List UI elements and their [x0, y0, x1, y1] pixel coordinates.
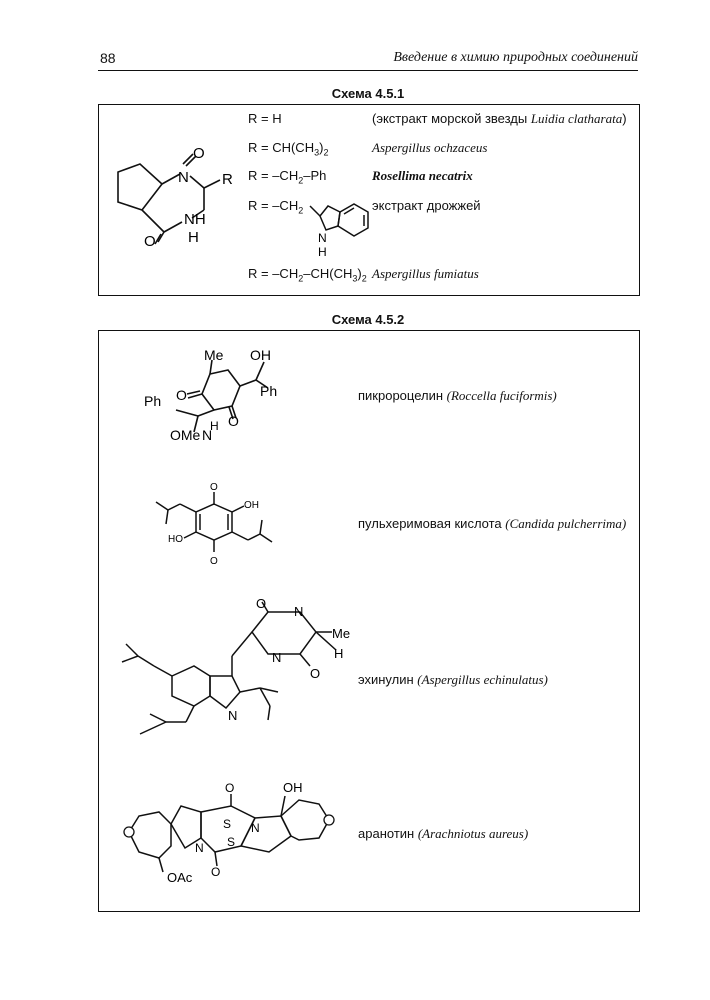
label-o-aranotin-top: O [225, 781, 235, 795]
header-rule [98, 70, 638, 71]
source-5: Aspergillus fumiatus [372, 266, 479, 281]
r-label-2: $R = CH(CH_3)_2$ [248, 140, 329, 158]
label-me-2: Me [332, 626, 351, 641]
label-oac: OAc [167, 870, 193, 885]
carbonyl-o-bottom: O [144, 233, 156, 250]
label-n: N [202, 427, 213, 443]
page-number: 88 [100, 50, 116, 66]
indole-n: N [318, 231, 327, 245]
echinulin-structure [110, 596, 360, 746]
r-group: R [222, 171, 233, 188]
label-me: Me [204, 347, 224, 363]
source-4: экстракт дрожжей [372, 198, 481, 213]
label-h-2: H [334, 646, 344, 661]
label-nh: N [228, 708, 238, 723]
label-oh: OH [250, 347, 271, 363]
carbonyl-o-top: O [193, 145, 205, 162]
label-s-2: S [227, 835, 236, 849]
compound-3: эхинулин (Aspergillus echinulatus) [358, 672, 548, 687]
label-o-left: O [176, 387, 187, 403]
aranotin-structure [115, 776, 335, 886]
label-s-1: S [223, 817, 232, 831]
label-ph-left: Ph [144, 393, 162, 409]
label-ph-right: Ph [260, 383, 278, 399]
picroroccellin-structure [140, 340, 300, 450]
ring-n: N [178, 169, 189, 186]
label-o-bottom: O [210, 556, 218, 567]
pulcherriminic-acid-structure [150, 480, 290, 570]
source-3: Rosellima necatrix [372, 168, 473, 183]
r-label-4: $R = -CH_2$ [248, 198, 304, 216]
label-n-2: N [272, 650, 282, 665]
compound-1: пикророцелин (Roccella fuciformis) [358, 388, 557, 403]
label-o-1: O [256, 596, 267, 611]
label-ome: OMe [170, 427, 201, 443]
source-1: (экстракт морской звезды Luidia clatharata) [372, 111, 627, 126]
ring-nh: NH [184, 211, 206, 228]
label-n-left: N [195, 841, 204, 855]
label-o-2: O [310, 666, 321, 681]
compound-4: аранотин (Arachniotus aureus) [358, 826, 529, 841]
r-label-3: $R = -CH_2-Ph$ [248, 168, 327, 186]
scheme1-structure [100, 104, 260, 294]
source-2: Aspergillus ochzaceus [372, 140, 488, 155]
label-n-right: N [251, 821, 260, 835]
indole-h: H [318, 245, 327, 259]
scheme-4-5-2-title: Схема 4.5.2 [331, 312, 405, 327]
label-hn: N [294, 604, 304, 619]
label-o-top: O [210, 482, 218, 493]
ring-h: H [188, 229, 199, 246]
scheme-4-5-1-title: Схема 4.5.1 [331, 86, 405, 101]
label-o-aranotin-bottom: O [211, 865, 221, 879]
running-title: Введение в химию природных соединений [393, 50, 638, 65]
label-oh-aranotin: OH [283, 780, 303, 795]
compound-2: пульхеримовая кислота (Candida pulcherrima) [358, 516, 627, 531]
r-label-1: R = H [248, 111, 282, 126]
label-oh-small: OH [244, 500, 259, 511]
indole-structure [300, 194, 380, 264]
label-ho-small: HO [168, 534, 183, 545]
label-h: H [210, 419, 219, 433]
r-label-5: $R = -CH_2-CH(CH_3)_2$ [248, 266, 367, 284]
label-o-right: O [228, 413, 239, 429]
